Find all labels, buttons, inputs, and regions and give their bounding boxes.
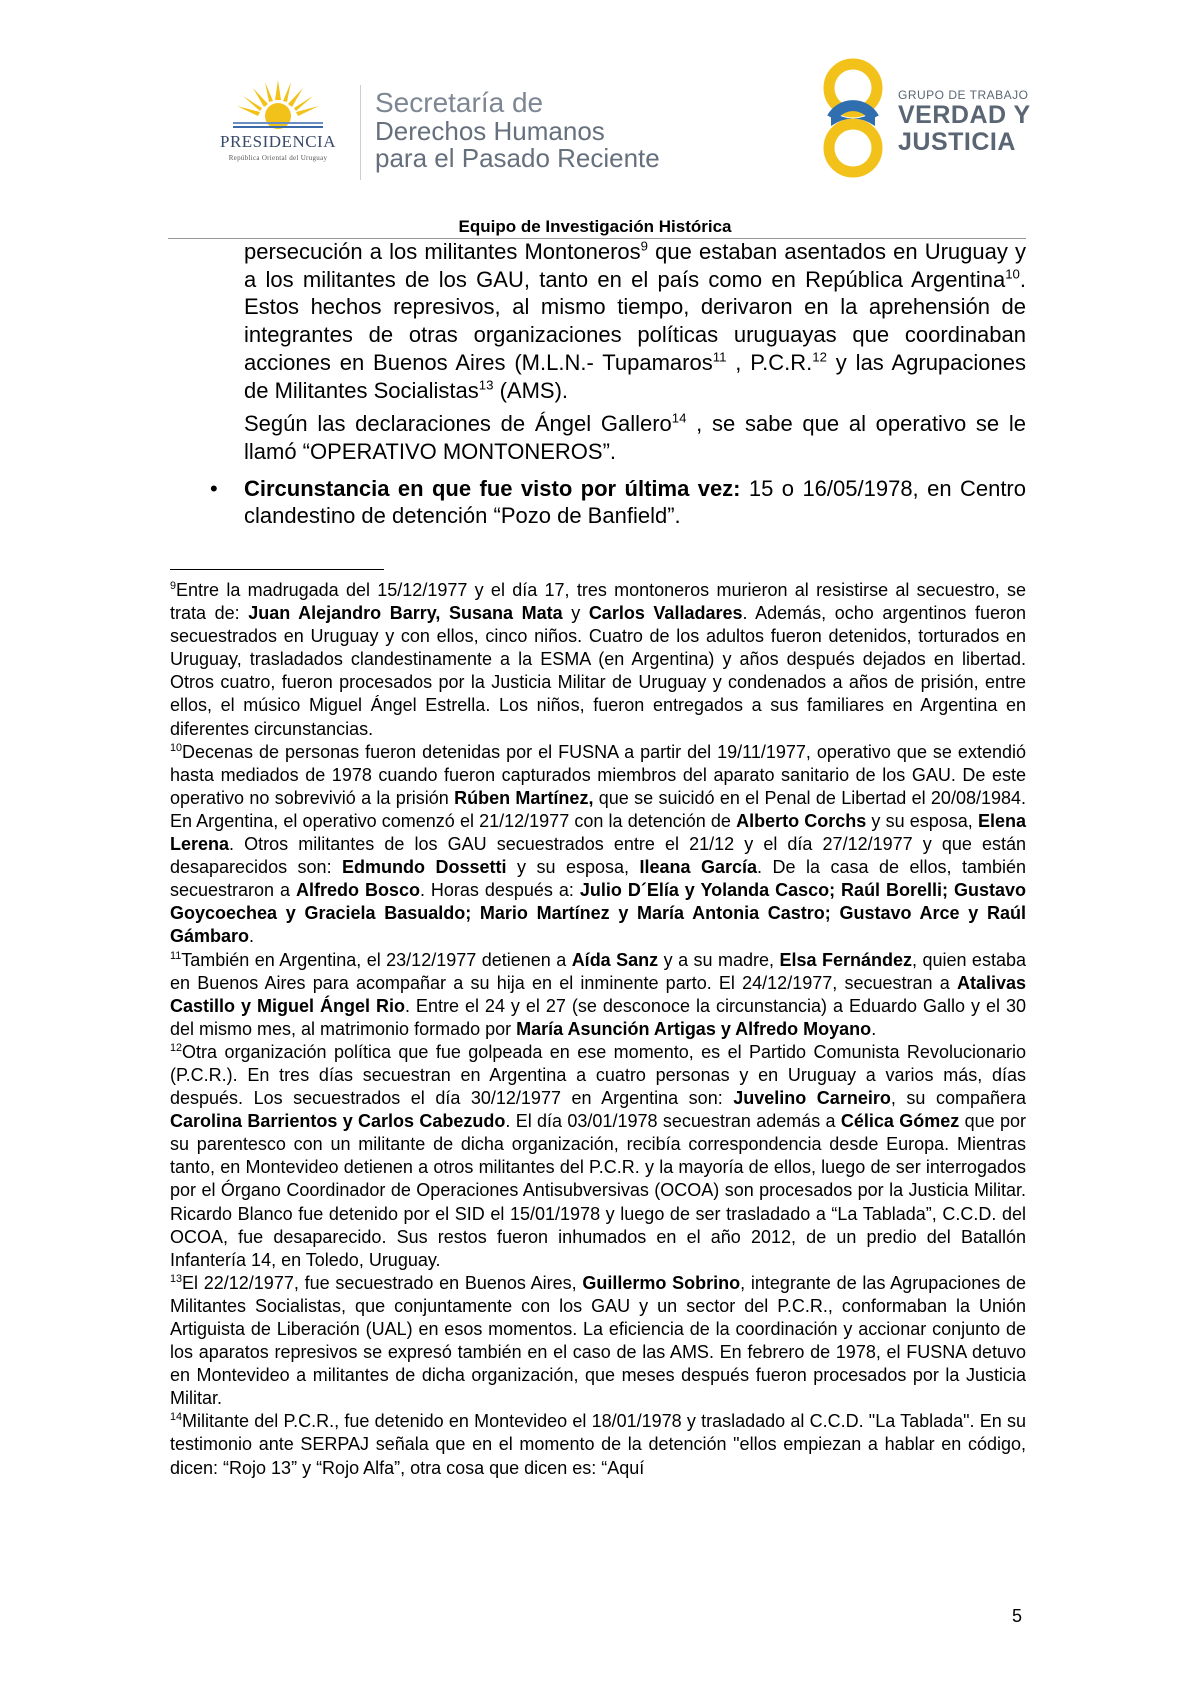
text-run: que se suicidó en el Penal de Libertad el 20/08/1984. En Argentina, el operativo comenzó el 21/12/1977 con la detención de — [170, 787, 1027, 831]
footnote-ref: 10 — [1005, 266, 1020, 282]
footnote-number: 9 — [170, 580, 177, 592]
footnote-ref: 14 — [671, 410, 687, 426]
text-run: que estaban asentados en Uruguay y a los militantes de los GAU, tanto en el país como en República Argentina — [244, 239, 1026, 292]
team-heading: Equipo de Investigación Histórica — [458, 217, 732, 236]
text-run: Juvelino Carneiro — [733, 1088, 891, 1109]
text-run: . Además, ocho argentinos fueron secuestrados en Uruguay y con ellos, cinco niños. Cuatro de los adultos fueron detenidos, torturados en Uruguay, trasladados clandestinamente a la ESMA (en Argentina) y años después dejados en libertad. Otros cuatro, fueron procesados por la Justicia Militar de Uruguay y condenados a años de prisión, entre ellos, el músico Miguel Ángel Estrella. Los niños, fueron entregados a sus familiares en Argentina en diferentes circunstancias. — [170, 603, 1027, 739]
text-run: . Entre el 24 y el 27 (se desconoce la circunstancia) a Eduardo Gallo y el 30 del mismo mes, al matrimonio formado por — [170, 995, 1026, 1039]
bullet-item — [210, 475, 1026, 530]
footnote-number: 13 — [170, 1272, 183, 1285]
footnotes — [170, 579, 1026, 1480]
text-run: Aída Sanz — [571, 949, 659, 970]
footnote-ref: 11 — [712, 349, 727, 365]
text-run: y las Agrupaciones de Militantes Socialistas — [244, 349, 1026, 403]
header-divider — [360, 85, 361, 180]
gvj-line-1: VERDAD Y — [898, 101, 1031, 129]
text-run: . Estos hechos represivos, al mismo tiempo, derivaron en la aprehensión de integrantes de otras organizaciones políticas uruguayas que coordinaban acciones en Buenos Aires (M.L.N.- Tupamaros — [244, 266, 1026, 375]
gvj-title — [898, 88, 1031, 156]
secretaria-line-2: Derechos Humanos — [375, 116, 605, 146]
text-run: Carlos Valladares — [588, 603, 743, 624]
text-run: María Asunción Artigas y Alfredo Moyano — [516, 1018, 872, 1039]
footnote-number: 12 — [170, 1041, 183, 1054]
page-header — [0, 0, 1190, 240]
text-run: . Horas después a: — [419, 880, 580, 901]
text-run: Otra organización política que fue golpeada en ese momento, es el Partido Comunista Revolucionario (P.C.R.). En tres días secuestran en Argentina a cuatro personas y en Uruguay a varios más, días después. Los secuestrados el día 30/12/1977 en Argentina son: — [170, 1041, 1026, 1109]
text-run: Según las declaraciones de Ángel Gallero — [244, 411, 672, 437]
body-text — [210, 238, 1026, 530]
text-run: . El día 03/01/1978 secuestran además a — [505, 1111, 841, 1132]
text-run: Elsa Fernández — [779, 949, 912, 970]
footnote-10 — [170, 741, 1026, 949]
presidencia-sub-label: República Oriental del Uruguay — [228, 154, 328, 162]
footnote-separator — [170, 569, 384, 570]
text-run: , quien estaba en Buenos Aires para acompañar a su hija en el inminente parto. El 24/12/1977, secuestran a — [170, 949, 1026, 993]
text-run: (AMS). — [493, 377, 569, 403]
text-run: Atalivas Castillo y Miguel Ángel Rio — [170, 972, 1026, 1016]
presidencia-logo — [198, 78, 358, 178]
text-run: , integrante de las Agrupaciones de Militantes Socialistas, que conjuntamente con los GAU y un sector del P.C.R., conformaban la Unión Artiguista de Liberación (UAL) en esos momentos. La eficiencia de la coordinación y accionar conjunto de los aparatos represivos se expresó también en el caso de las AMS. En febrero de 1978, el FUSNA detuvo en Montevideo a militantes de dicha organización, que meses después fueron procesados por la Justicia Militar. — [170, 1272, 1027, 1409]
gvj-line-2: JUSTICIA — [898, 128, 1016, 156]
footnote-11 — [170, 949, 1026, 1041]
text-run: . Otros militantes de los GAU secuestrados entre el 21/12 y el día 27/12/1977 y que están desaparecidos son: — [170, 834, 1026, 878]
footnote-number: 10 — [170, 741, 183, 754]
text-run: Alfredo Bosco — [295, 880, 420, 901]
text-run: Militante del P.C.R., fue detenido en Montevideo el 18/01/1978 y trasladado al C.C.D. "La Tablada". En su testimonio ante SERPAJ señala que en el momento de la detención "ellos empiezan a hablar en código, dicen: “Rojo 13” y “Rojo Alfa”, otra cosa que dicen es: “Aquí — [170, 1411, 1026, 1478]
text-run: , se sabe que al operativo se le llamó “OPERATIVO MONTONEROS”. — [244, 411, 1026, 464]
footnote-ref: 12 — [812, 349, 827, 365]
text-run: También en Argentina, el 23/12/1977 detienen a — [181, 949, 572, 970]
footnote-14 — [170, 1410, 1026, 1479]
bullet-label: Circunstancia en que fue visto por última vez: — [244, 475, 741, 501]
verdad-justicia-logo-icon — [818, 56, 888, 181]
presidencia-label: PRESIDENCIA — [219, 132, 336, 151]
text-run: Célica Gómez — [840, 1111, 960, 1132]
secretaria-title — [375, 88, 735, 172]
text-run: El 22/12/1977, fue secuestrado en Buenos Aires, — [182, 1272, 583, 1293]
text-run: . — [871, 1018, 877, 1039]
text-run: . De la casa de ellos, también secuestraron a — [170, 857, 1026, 901]
bullet-icon: • — [210, 475, 218, 501]
paragraph-1 — [244, 238, 1026, 404]
footnote-number: 11 — [170, 949, 182, 962]
text-run: Julio D´Elía y Yolanda Casco; Raúl Borelli; Gustavo Goycoechea y Graciela Basualdo; Mario Martínez y María Antonia Castro; Gustavo Arce y Raúl Gámbaro — [170, 880, 1026, 947]
text-run: y — [562, 603, 589, 624]
text-run: Guillermo Sobrino — [582, 1272, 741, 1293]
footnote-9 — [170, 579, 1026, 741]
text-run: persecución a los militantes Montoneros — [244, 239, 641, 264]
footnote-12 — [170, 1041, 1026, 1272]
text-run: . — [249, 926, 255, 947]
text-run: Juan Alejandro Barry, Susana Mata — [248, 603, 563, 624]
text-run: Ileana García — [639, 857, 758, 878]
text-run: Edmundo Dossetti — [342, 857, 507, 878]
text-run: Rúben Martínez, — [454, 787, 594, 808]
text-run: Elena Lerena — [170, 810, 1026, 855]
text-run: y su esposa, — [506, 857, 640, 878]
footnote-ref: 13 — [478, 377, 494, 393]
text-run: 15 o 16/05/1978, en Centro clandestino de detención “Pozo de Banfield”. — [244, 475, 1026, 529]
footnote-ref: 9 — [640, 238, 648, 254]
gvj-small-label: GRUPO DE TRABAJO — [898, 88, 1029, 102]
text-run: Carolina Barrientos y Carlos Cabezudo — [170, 1111, 506, 1132]
secretaria-line-3: para el Pasado Reciente — [375, 143, 660, 173]
footnote-number: 14 — [170, 1411, 183, 1424]
text-run: Alberto Corchs — [736, 810, 867, 831]
text-run: y su esposa, — [866, 810, 978, 831]
text-run: y a su madre, — [658, 949, 780, 970]
footnote-13 — [170, 1272, 1026, 1411]
text-run: que por su parentesco con un militante de dicha organización, recibía correspondencia desde Europa. Mientras tanto, en Montevideo detienen a otros militantes del P.C.R. y la mayoría de ellos, luego de ser interrogados por el Órgano Coordinador de Operaciones Antisubversivas (OCOA) son procesados por la Justicia Militar. Ricardo Blanco fue detenido por el SID el 15/01/1978 y luego de ser trasladado a “La Tablada”, C.C.D. del OCOA, fue desaparecido. Sus restos fueron inhumados en el año 2012, de un predio del Batallón Infantería 14, en Toledo, Uruguay. — [170, 1111, 1026, 1270]
text-run: Entre la madrugada del 15/12/1977 y el día 17, tres montoneros murieron al resistirse al secuestro, se trata de: — [170, 580, 1026, 624]
text-run: Decenas de personas fueron detenidas por el FUSNA a partir del 19/11/1977, operativo que se extendió hasta mediados de 1978 cuando fueron capturados miembros del aparato sanitario de los GAU. De este operativo no sobrevivió a la prisión — [170, 741, 1026, 808]
paragraph-2 — [244, 410, 1026, 465]
page-number: 5 — [1012, 1606, 1023, 1626]
text-run: , su compañera — [890, 1088, 1026, 1109]
text-run: , P.C.R. — [726, 349, 813, 375]
secretaria-line-1: Secretaría de — [375, 87, 544, 118]
sun-emblem-icon — [233, 78, 323, 130]
